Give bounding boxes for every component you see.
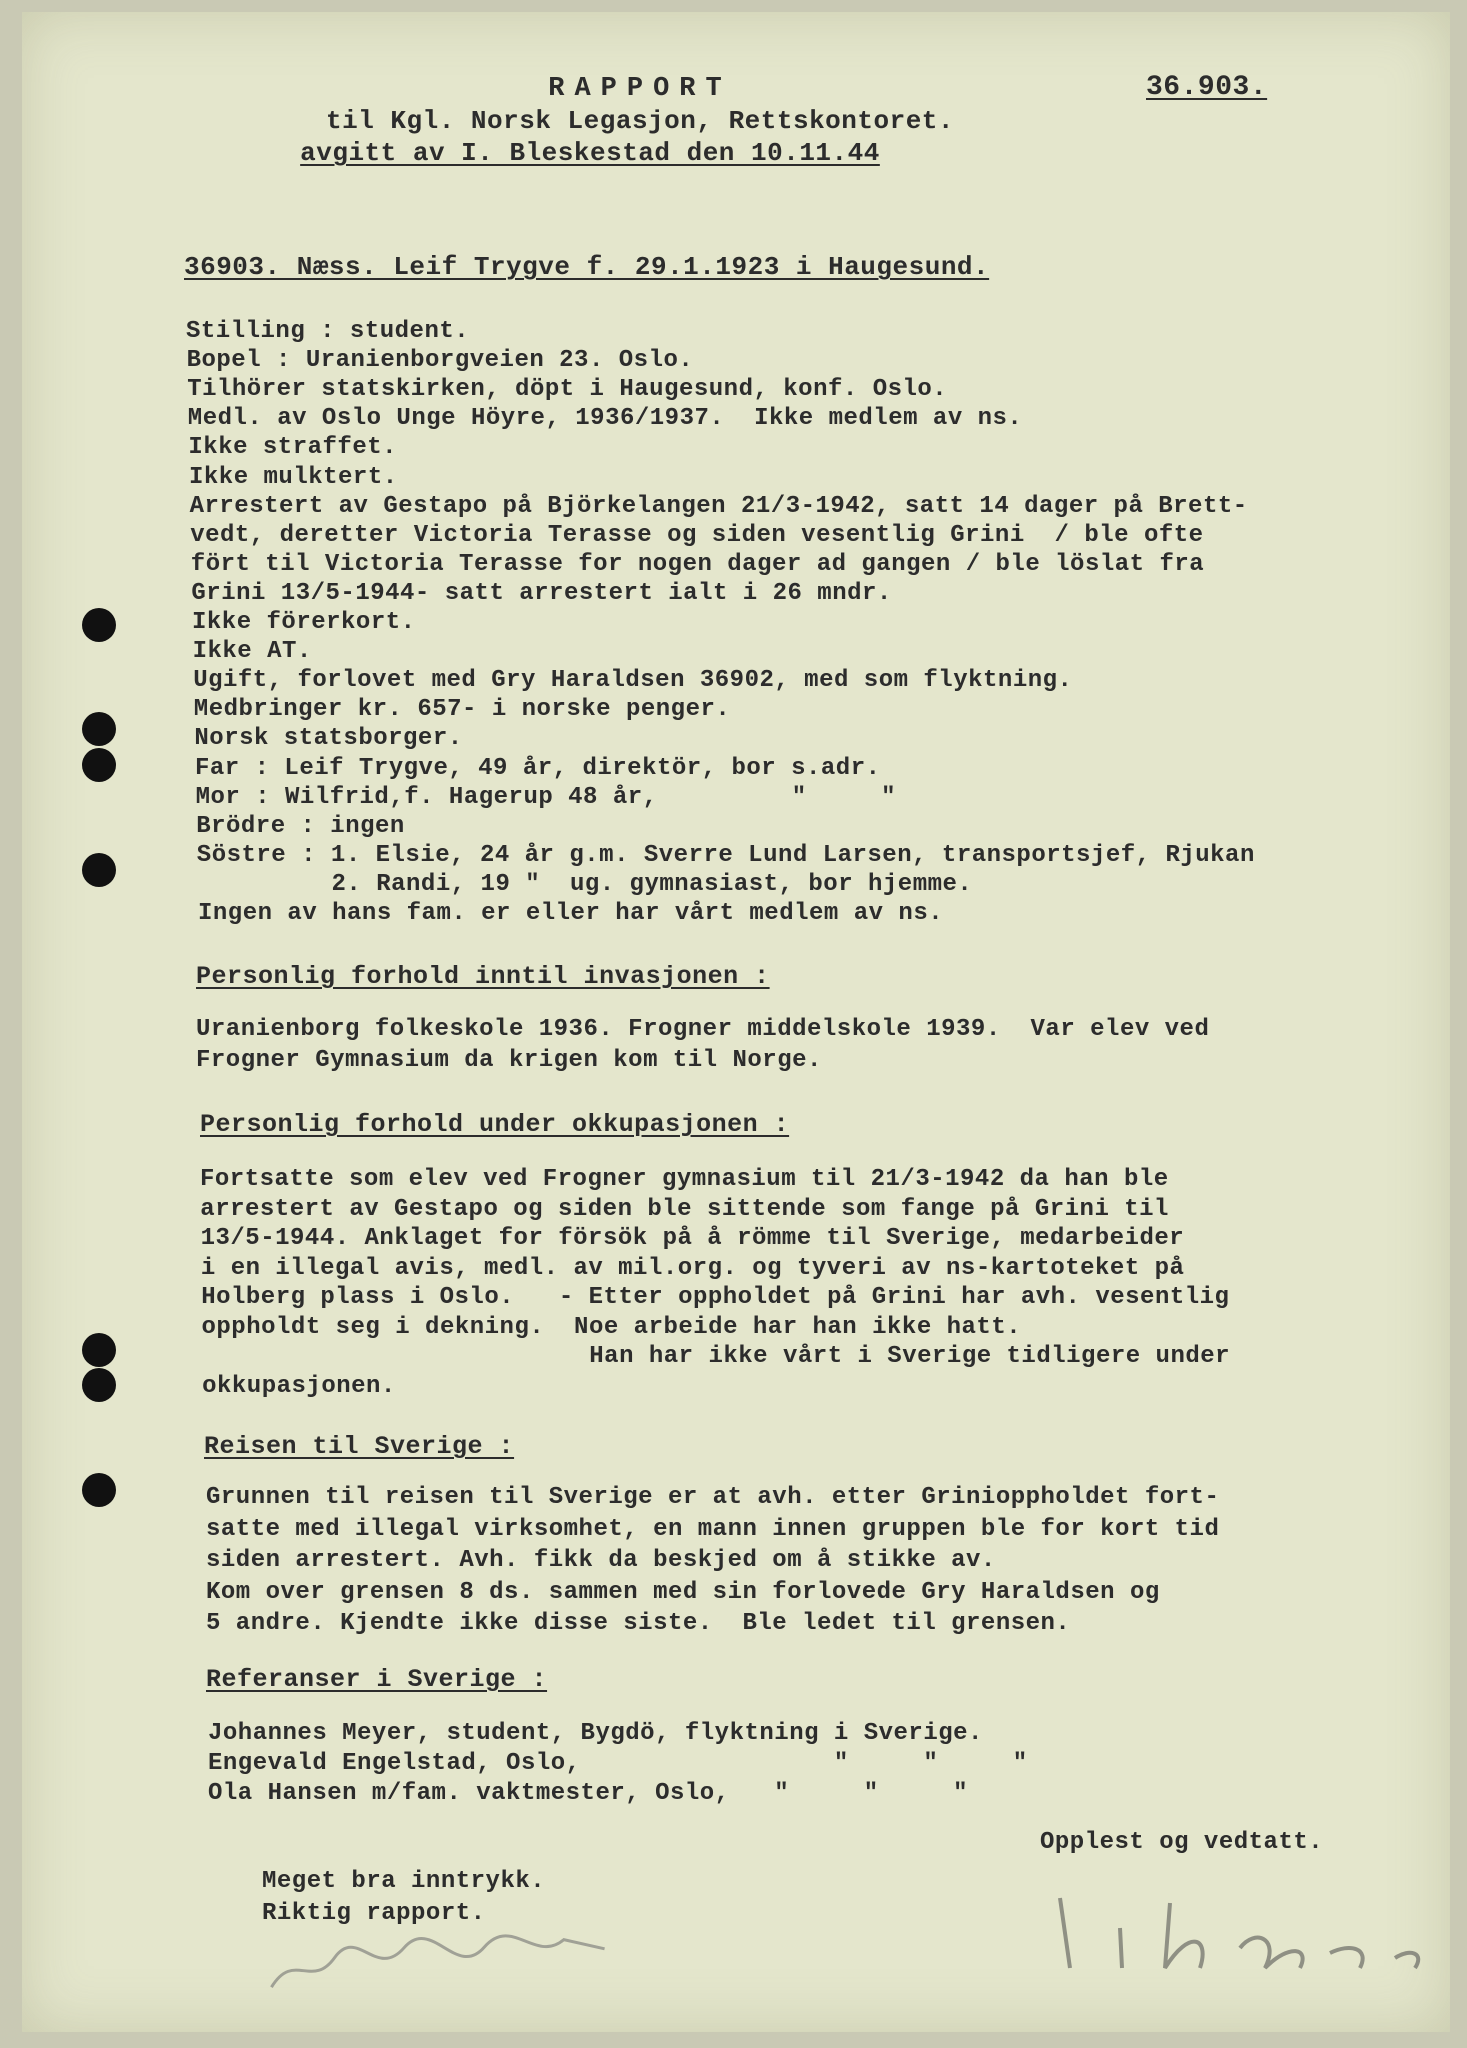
signature-refugee: [1040, 1868, 1440, 1982]
text-line: arrestert av Gestapo og siden ble sittende som fange på Grini til: [200, 1195, 1169, 1223]
text-line: i en illegal avis, medl. av mil.org. og tyveri av ns-kartoteket på: [200, 1254, 1185, 1282]
text-line: Grini 13/5-1944- satt arrestert ialt i 26 mndr.: [191, 579, 892, 607]
text-line: satte med illegal virksomhet, en mann innen gruppen ble for kort tid: [206, 1515, 1220, 1543]
text-line: okkupasjonen.: [202, 1372, 396, 1400]
closing-line: Riktig rapport.: [262, 1900, 486, 1927]
text-line: Ingen av hans fam. er eller har vårt medlem av ns.: [198, 900, 944, 927]
text-line: Kom over grensen 8 ds. sammen med sin forlovede Gry Haraldsen og: [206, 1578, 1160, 1606]
text-line: Holberg plass i Oslo. - Etter oppholdet på Grini har avh. vesentlig: [201, 1284, 1230, 1311]
section-heading: Personlig forhold inntil invasjonen :: [196, 962, 770, 991]
punch-hole: [82, 1473, 116, 1507]
text-line: Arrestert av Gestapo på Björkelangen 21/3-1942, satt 14 dager på Brett-: [189, 492, 1248, 520]
text-line: Mor : Wilfrid,f. Hagerup 48 år, " ": [195, 783, 897, 811]
section-heading: Referanser i Sverige :: [206, 1665, 548, 1694]
text-line: Medbringer kr. 657- i norske penger.: [193, 696, 731, 724]
text-line: siden arrestert. Avh. fikk da beskjed om å stikke av.: [206, 1547, 996, 1574]
text-line: fört til Victoria Terasse for nogen dager ad gangen / ble löslat fra: [190, 550, 1205, 578]
punch-hole: [82, 853, 116, 887]
text-line: 13/5-1944. Anklaget for försök på å römme til Sverige, medarbeider: [200, 1225, 1185, 1252]
punch-hole: [82, 1368, 116, 1402]
text-line: vedt, deretter Victoria Terasse og siden vesentlig Grini / ble ofte: [190, 521, 1204, 549]
report-author-date: avgitt av I. Bleskestad den 10.11.44: [300, 138, 880, 168]
text-line: Engevald Engelstad, Oslo, " " ": [208, 1750, 1028, 1777]
text-line: Frogner Gymnasium da krigen kom til Norge.: [196, 1047, 822, 1074]
text-line: Medl. av Oslo Unge Höyre, 1936/1937. Ikke medlem av ns.: [187, 405, 1023, 433]
report-number: 36.903.: [1146, 72, 1268, 103]
text-line: Söstre : 1. Elsie, 24 år g.m. Sverre Lund Larsen, transportsjef, Rjukan: [196, 841, 1255, 869]
text-line: Bopel : Uranienborgveien 23. Oslo.: [186, 347, 694, 375]
subject-line: 36903. Næss. Leif Trygve f. 29.1.1923 i Haugesund.: [184, 252, 990, 282]
punch-hole: [82, 608, 116, 642]
closing-line: Meget bra inntrykk.: [262, 1868, 546, 1895]
text-line: 2. Randi, 19 " ug. gymnasiast, bor hjemme.: [197, 870, 973, 898]
text-line: oppholdt seg i dekning. Noe arbeide har han ikke hatt.: [201, 1313, 1022, 1341]
text-line: Tilhörer statskirken, döpt i Haugesund, konf. Oslo.: [187, 376, 948, 404]
text-line: Ugift, forlovet med Gry Haraldsen 36902, med som flyktning.: [193, 667, 1073, 695]
text-line: Brödre : ingen: [196, 812, 405, 840]
punch-hole: [82, 1333, 116, 1367]
text-line: Johannes Meyer, student, Bygdö, flyktning i Sverige.: [208, 1720, 983, 1747]
text-line: Grunnen til reisen til Sverige er at avh. etter Grinioppholdet fort-: [206, 1484, 1220, 1511]
text-line: Uranienborg folkeskole 1936. Frogner middelskole 1939. Var elev ved: [196, 1016, 1210, 1043]
text-line: Ikke straffet.: [188, 434, 398, 462]
section-heading: Personlig forhold under okkupasjonen :: [200, 1110, 790, 1139]
text-line: Ikke mulktert.: [189, 463, 398, 491]
text-line: Fortsatte som elev ved Frogner gymnasium til 21/3-1942 da han ble: [200, 1166, 1169, 1193]
text-line: Ikke AT.: [192, 638, 312, 666]
approval-note: Opplest og vedtatt.: [1040, 1829, 1324, 1856]
text-line: Norsk statsborger.: [194, 725, 463, 753]
text-line: Ikke förerkort.: [192, 609, 416, 636]
punch-hole: [82, 712, 116, 746]
text-line: Far : Leif Trygve, 49 år, direktör, bor s.adr.: [195, 754, 881, 782]
text-line: Stilling : student.: [186, 318, 470, 345]
section-heading: Reisen til Sverige :: [204, 1432, 515, 1461]
text-line: Ola Hansen m/fam. vaktmester, Oslo, " " ": [208, 1780, 969, 1807]
punch-hole: [82, 748, 116, 782]
text-line: 5 andre. Kjendte ikke disse siste. Ble ledet til grensen.: [206, 1610, 1071, 1637]
report-title: RAPPORT: [548, 74, 732, 104]
report-recipient: til Kgl. Norsk Legasjon, Rettskontoret.: [326, 106, 954, 136]
text-line: Han har ikke vårt i Sverige tidligere under: [201, 1343, 1231, 1370]
